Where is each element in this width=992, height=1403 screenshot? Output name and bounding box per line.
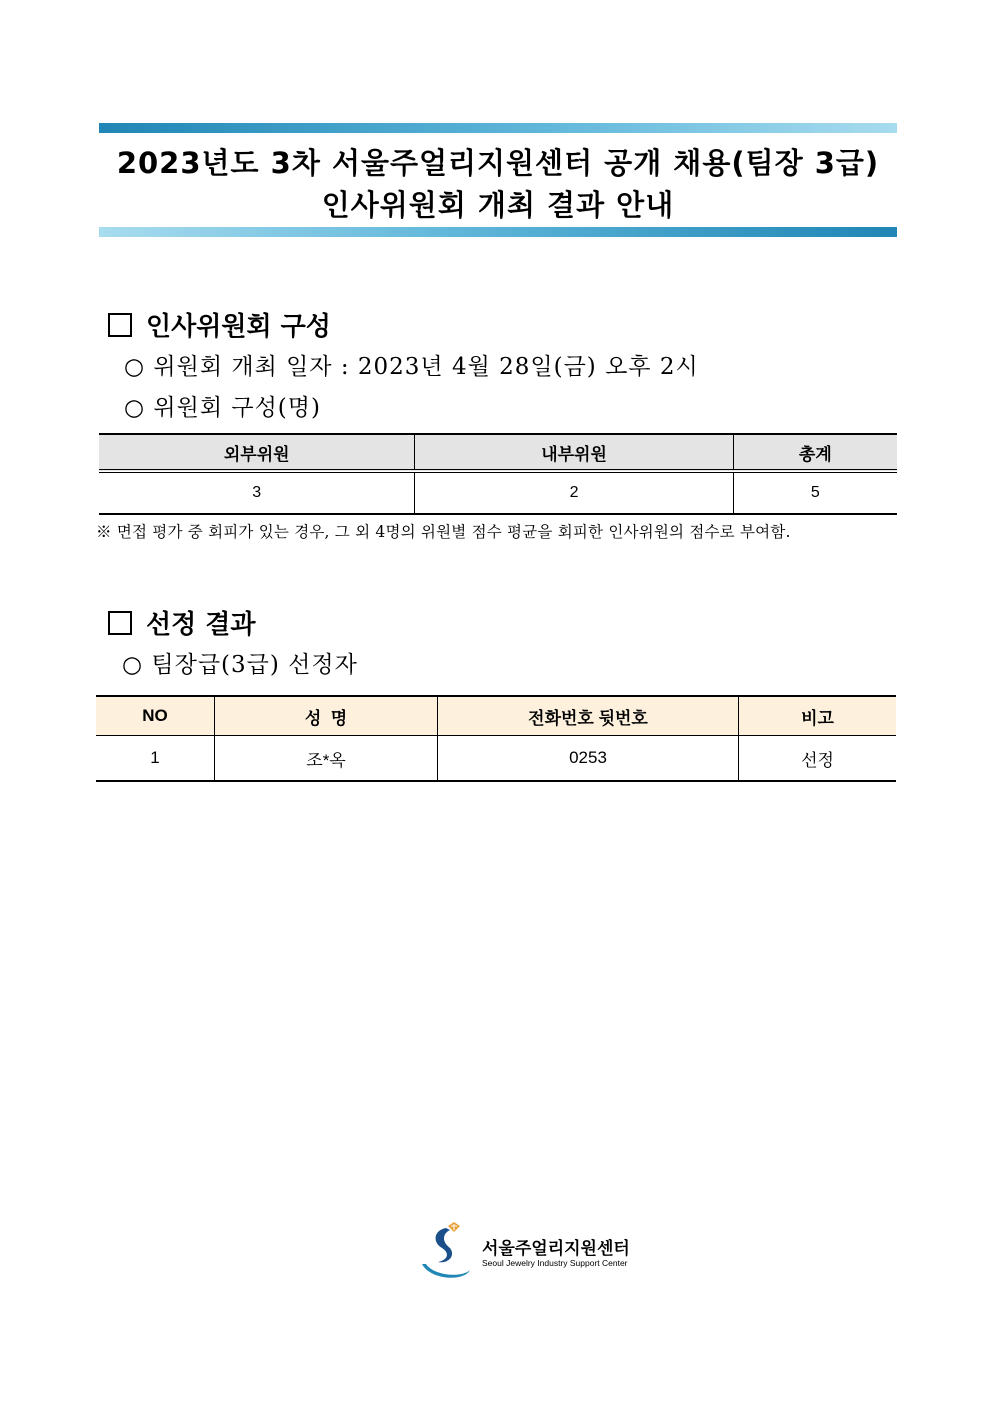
cell-remarks: 선정 <box>739 736 897 782</box>
title-bottom-bar <box>99 227 897 237</box>
header-internal-members: 내부위원 <box>415 434 733 471</box>
title-top-bar <box>99 123 897 133</box>
selected-candidate-bullet: ○ 팀장급(3급) 선정자 <box>122 652 358 678</box>
logo-name: 서울주얼리지원센터 <box>482 1239 630 1259</box>
section1-heading-text: 인사위원회 구성 <box>146 312 331 342</box>
cell-phone: 0253 <box>438 736 739 782</box>
cell-total-count: 5 <box>733 471 897 514</box>
table-row <box>96 736 896 782</box>
page-title-line1: 2023년도 3차 서울주얼리지원센터 공개 채용(팀장 3급) <box>116 146 880 180</box>
section1-heading <box>108 306 331 343</box>
section2-heading <box>108 604 256 641</box>
checkbox-square-icon <box>108 313 132 337</box>
scoring-note: ※ 면접 평가 중 회피가 있는 경우, 그 외 4명의 위원별 점수 평균을 회피한 인사위원의 점수로 부여함. <box>96 523 791 541</box>
header-total: 총계 <box>733 434 897 471</box>
committee-table <box>99 433 897 515</box>
header-phone-last-digits: 전화번호 뒷번호 <box>438 696 739 736</box>
cell-name: 조*옥 <box>215 736 438 782</box>
result-table <box>96 695 896 782</box>
jewelry-s-logo-icon <box>414 1220 476 1282</box>
table-header-row <box>99 434 897 471</box>
checkbox-square-icon <box>108 611 132 635</box>
logo-subtitle: Seoul Jewelry Industry Support Center <box>482 1258 628 1268</box>
table-header-row <box>96 696 896 736</box>
section2-heading-text: 선정 결과 <box>146 610 256 640</box>
center-logo <box>414 1220 654 1284</box>
header-remarks: 비고 <box>739 696 897 736</box>
header-external-members: 외부위원 <box>99 434 415 471</box>
table-row <box>99 471 897 514</box>
header-no: NO <box>96 696 215 736</box>
meeting-date-bullet: ○ 위원회 개최 일자 : 2023년 4월 28일(금) 오후 2시 <box>124 354 699 380</box>
committee-composition-bullet: ○ 위원회 구성(명) <box>124 395 321 421</box>
cell-external-count: 3 <box>99 471 415 514</box>
page-title-line2: 인사위원회 개최 결과 안내 <box>321 188 675 222</box>
cell-no: 1 <box>96 736 215 782</box>
cell-internal-count: 2 <box>415 471 733 514</box>
header-name: 성 명 <box>215 696 438 736</box>
